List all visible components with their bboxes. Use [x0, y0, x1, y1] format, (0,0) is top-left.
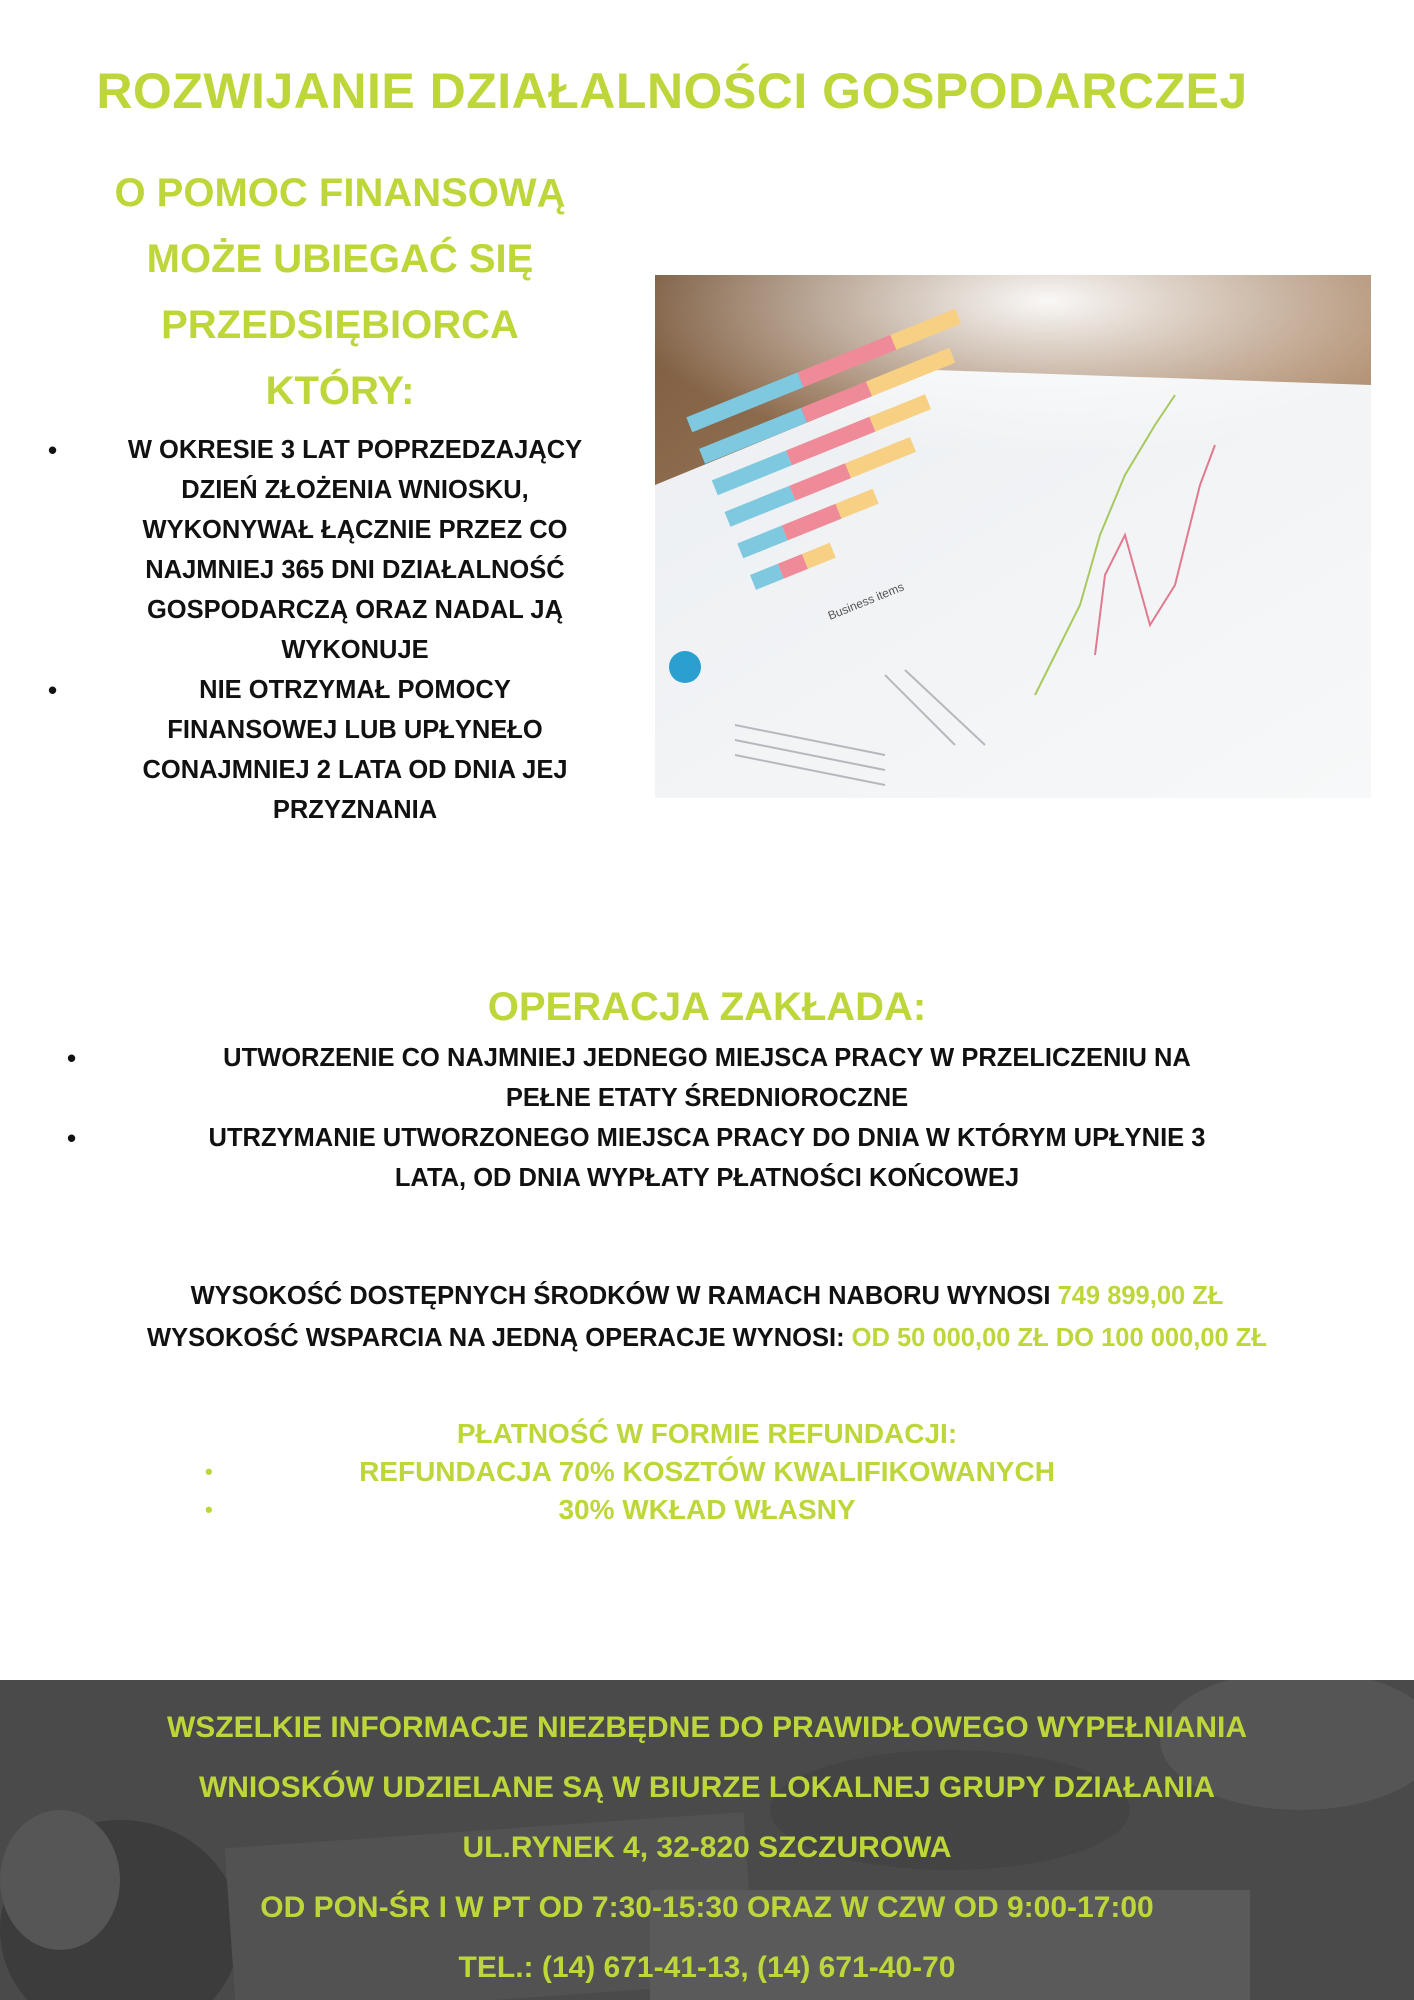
available-funds-row: WYSOKOŚĆ DOSTĘPNYCH ŚRODKÓW W RAMACH NABORU WYNOSI 749 899,00 ZŁ: [190, 1282, 1224, 1310]
list-item: • UTWORZENIE CO NAJMNIEJ JEDNEGO MIEJSCA PRACY W PRZELICZENIU NA PEŁNE ETATY ŚREDNIOROCZNE: [37, 1038, 1377, 1118]
list-item: • NIE OTRZYMAŁ POMOCY FINANSOWEJ LUB UPŁYNEŁO CONAJMNIEJ 2 LATA OD DNIA JEJ PRZYZNANIA: [40, 670, 640, 830]
list-item: • 30% WKŁAD WŁASNY: [0, 1491, 1414, 1529]
list-item: • UTRZYMANIE UTWORZONEGO MIEJSCA PRACY DO DNIA W KTÓRYM UPŁYNIE 3 LATA, OD DNIA WYPŁATY PŁATNOŚCI KOŃCOWEJ: [37, 1118, 1377, 1198]
bullet-icon: •: [48, 675, 58, 705]
list-item: • REFUNDACJA 70% KOSZTÓW KWALIFIKOWANYCH: [0, 1453, 1414, 1491]
eligibility-section: [40, 160, 640, 830]
refund-heading: PŁATNOŚĆ W FORMIE REFUNDACJI:: [456, 1418, 958, 1449]
bullet-icon: •: [205, 1459, 213, 1484]
bullet-icon: •: [48, 435, 58, 465]
bullet-icon: •: [205, 1497, 213, 1522]
operation-section: [0, 982, 1414, 1198]
office-address: UL.RYNEK 4, 32-820 SZCZUROWA: [462, 1831, 952, 1864]
bullet-icon: •: [67, 1043, 77, 1073]
business-chart-photo: [655, 275, 1371, 798]
refund-list: [0, 1453, 1414, 1529]
eligibility-heading: O POMOC FINANSOWĄ MOŻE UBIEGAĆ SIĘ PRZEDSIĘBIORCA KTÓRY:: [114, 171, 566, 413]
operation-list: [37, 1038, 1377, 1198]
available-funds-value: 749 899,00 ZŁ: [1057, 1282, 1224, 1310]
funds-section: [0, 1275, 1414, 1359]
page-title: ROZWIJANIE DZIAŁALNOŚCI GOSPODARCZEJ: [96, 63, 1248, 119]
support-amount-row: WYSOKOŚĆ WSPARCIA NA JEDNĄ OPERACJE WYNOSI: OD 50 000,00 ZŁ DO 100 000,00 ZŁ: [147, 1324, 1267, 1352]
support-amount-value: OD 50 000,00 ZŁ DO 100 000,00 ZŁ: [851, 1324, 1267, 1352]
refund-section: [0, 1415, 1414, 1529]
operation-heading: OPERACJA ZAKŁADA:: [487, 985, 927, 1029]
eligibility-list: [40, 430, 640, 830]
phone-numbers: TEL.: (14) 671-41-13, (14) 671-40-70: [458, 1951, 956, 1984]
photo-caption: Business items: [825, 579, 906, 623]
contact-footer: [0, 1680, 1414, 2000]
bullet-icon: •: [67, 1123, 77, 1153]
office-hours: OD PON-ŚR I W PT OD 7:30-15:30 ORAZ W CZW OD 9:00-17:00: [260, 1891, 1154, 1924]
list-item: • W OKRESIE 3 LAT POPRZEDZAJĄCY DZIEŃ ZŁOŻENIA WNIOSKU, WYKONYWAŁ ŁĄCZNIE PRZEZ CO NAJMNIEJ 365 DNI DZIAŁALNOŚĆ GOSPODARCZĄ ORAZ NADAL JĄ WYKONUJE: [40, 430, 640, 670]
contact-info: WSZELKIE INFORMACJE NIEZBĘDNE DO PRAWIDŁOWEGO WYPEŁNIANIA WNIOSKÓW UDZIELANE SĄ W BIURZE LOKALNEJ GRUPY DZIAŁANIA UL.RYNEK 4, 32-820 SZCZUROWA OD PON-ŚR I W PT OD 7:30-15:30 ORAZ W CZW OD 9:00-17:00 TEL.: (14) 671-41-13, (14) 671-40-70: [0, 1698, 1414, 1998]
